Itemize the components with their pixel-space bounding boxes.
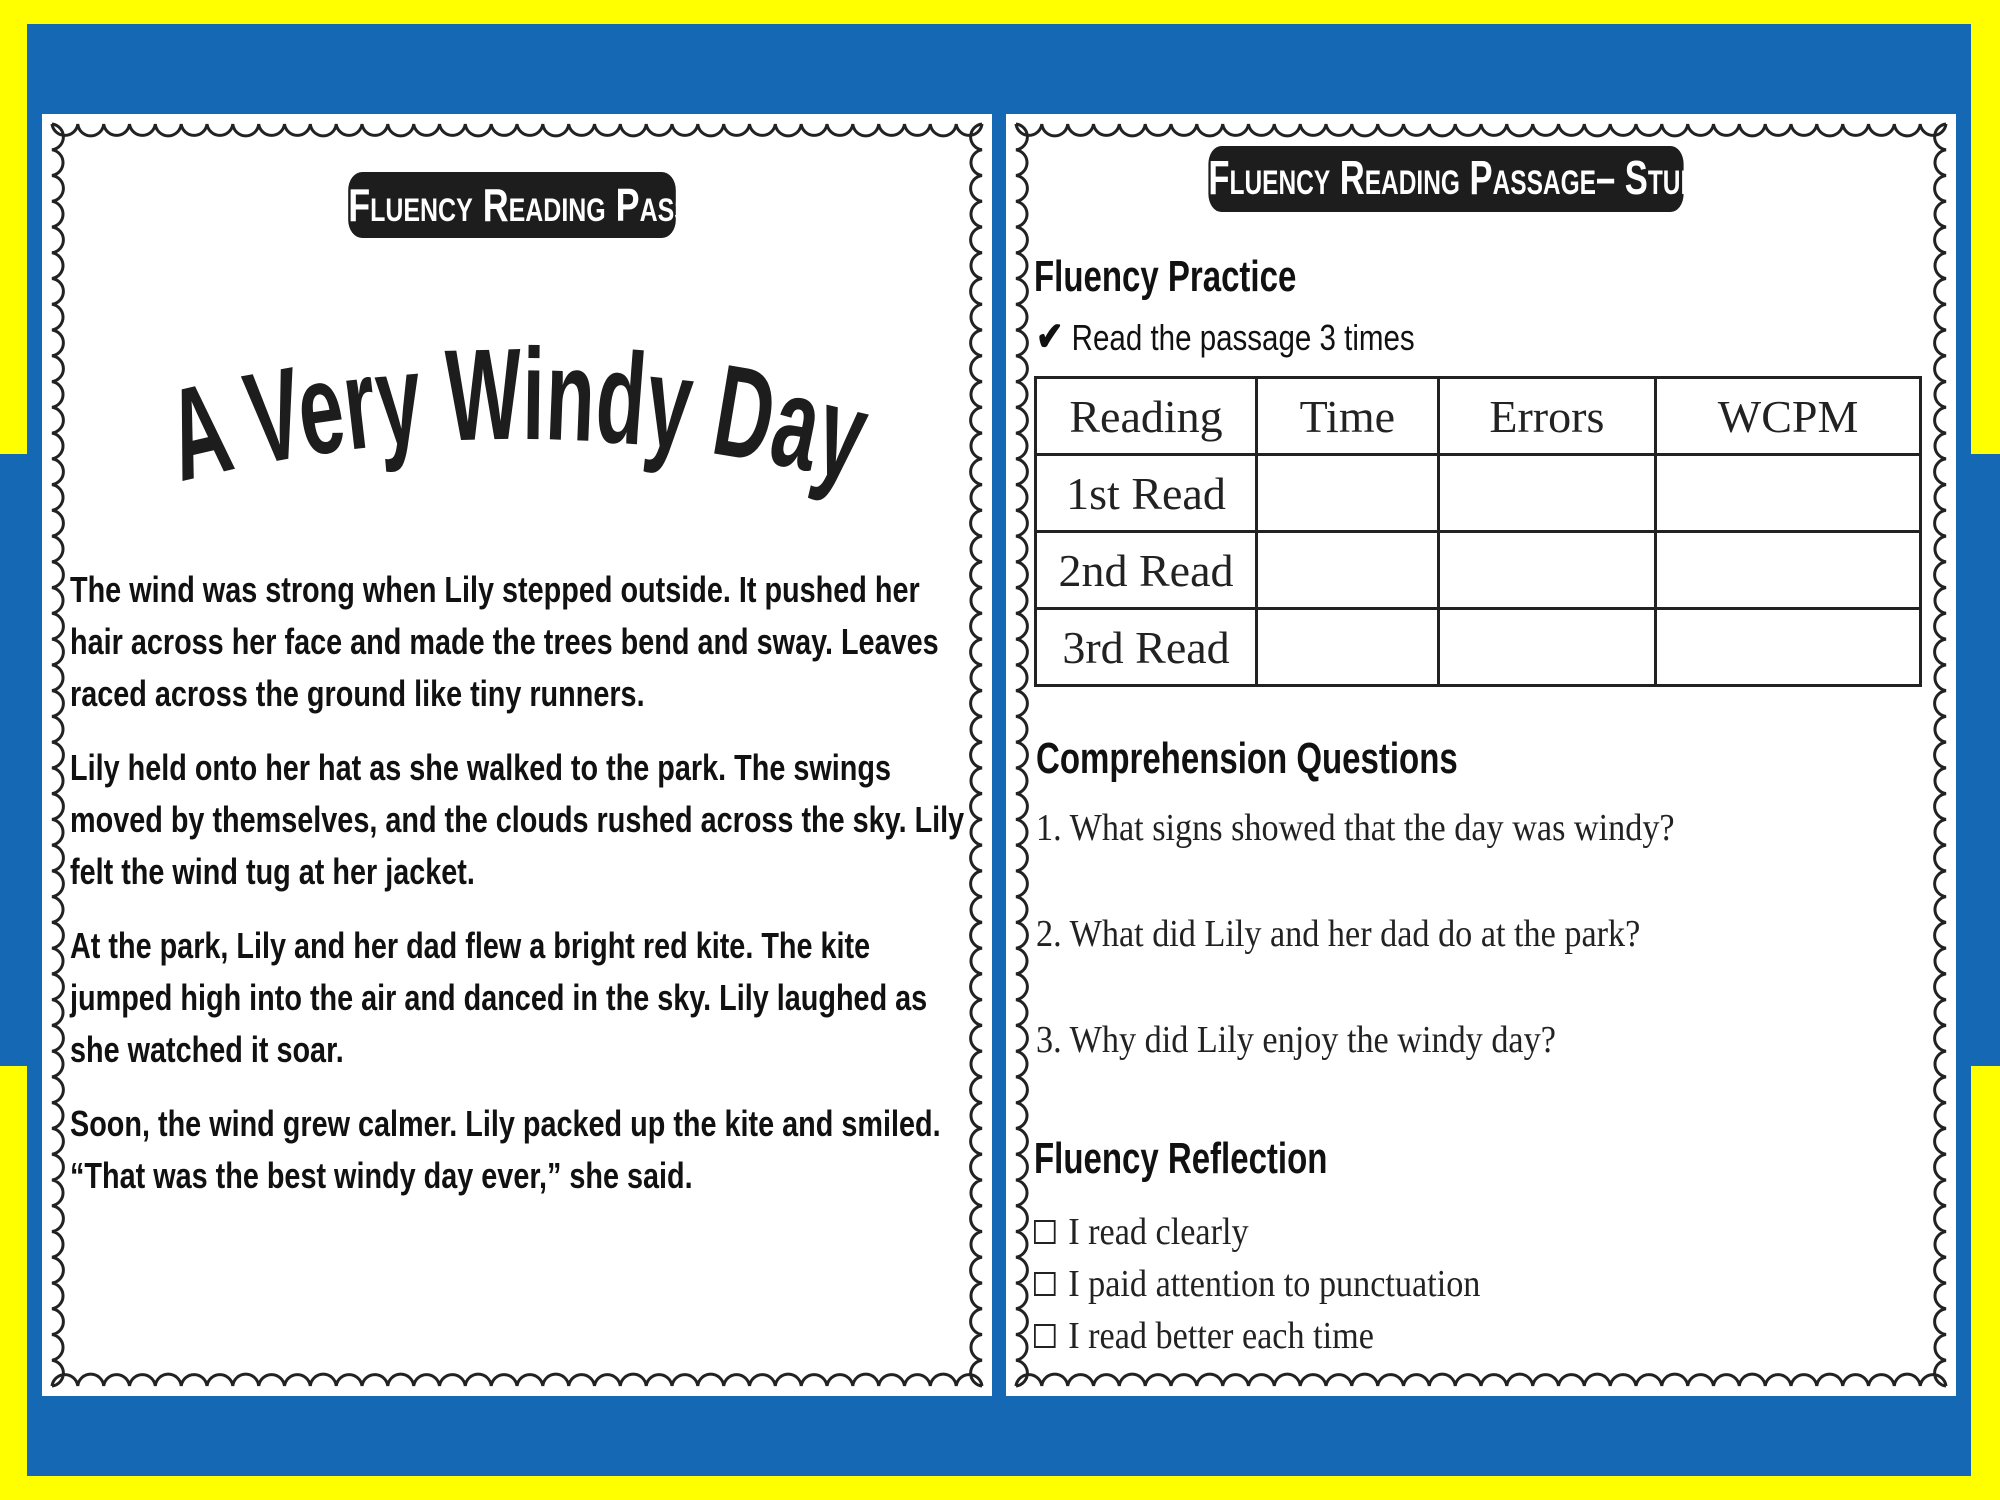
- passage-text: [70, 564, 966, 1224]
- row-label-2nd: 2nd Read: [1036, 532, 1257, 609]
- reflection-text-1: I read clearly: [1068, 1211, 1249, 1253]
- header-errors: Errors: [1438, 378, 1656, 455]
- student-page-header: Fluency Reading Passage– Student Page: [1208, 146, 1683, 212]
- time-cell[interactable]: [1257, 609, 1439, 686]
- reflection-heading: Fluency Reflection: [1034, 1134, 1328, 1183]
- table-row: [1036, 532, 1921, 609]
- header-wcpm: WCPM: [1656, 378, 1921, 455]
- reflection-text-2: I paid attention to punctuation: [1068, 1263, 1481, 1305]
- story-title: [42, 294, 992, 514]
- table-row: [1036, 609, 1921, 686]
- passage-paragraph-1: The wind was strong when Lily stepped outside. It pushed her hair across her face and made the trees bend and sway. Leaves raced across the ground like tiny runners.: [70, 569, 939, 714]
- side-band-left: [0, 454, 30, 1066]
- row-label-3rd: 3rd Read: [1036, 609, 1257, 686]
- passage-page: [42, 114, 992, 1396]
- student-page: [1006, 114, 1956, 1396]
- reflection-text-3: I read better each time: [1068, 1315, 1374, 1357]
- reflection-item-2: [1034, 1262, 1480, 1306]
- side-band-right: [1970, 454, 2000, 1066]
- table-header-row: [1036, 378, 1921, 455]
- story-title-text: A Very Windy Day: [153, 319, 908, 514]
- passage-paragraph-3: At the park, Lily and her dad flew a bright red kite. The kite jumped high into the air and danced in the sky. Lily laughed as she watched it soar.: [70, 925, 928, 1070]
- errors-cell[interactable]: [1438, 532, 1656, 609]
- errors-cell[interactable]: [1438, 609, 1656, 686]
- checkbox-icon[interactable]: [1034, 1324, 1056, 1348]
- reflection-item-3: [1034, 1314, 1374, 1358]
- checkbox-icon[interactable]: [1034, 1272, 1056, 1296]
- fluency-table: [1034, 376, 1922, 687]
- header-reading: Reading: [1036, 378, 1257, 455]
- instruction-line: [1036, 314, 1415, 360]
- checkbox-icon[interactable]: [1034, 1220, 1056, 1244]
- wcpm-cell[interactable]: [1656, 455, 1921, 532]
- fluency-practice-heading: Fluency Practice: [1034, 252, 1297, 301]
- passage-paragraph-2: Lily held onto her hat as she walked to the park. The swings moved by themselves, and the clouds rushed across the sky. Lily felt the wind tug at her jacket.: [70, 747, 965, 892]
- row-label-1st: 1st Read: [1036, 455, 1257, 532]
- svg-text:A Very Windy Day: [153, 319, 908, 514]
- passage-header: Fluency Reading Passage: [348, 172, 676, 238]
- table-row: [1036, 455, 1921, 532]
- time-cell[interactable]: [1257, 532, 1439, 609]
- errors-cell[interactable]: [1438, 455, 1656, 532]
- question-1: 1. What signs showed that the day was windy?: [1036, 807, 1675, 849]
- wcpm-cell[interactable]: [1656, 532, 1921, 609]
- comprehension-heading: Comprehension Questions: [1036, 734, 1458, 783]
- header-time: Time: [1257, 378, 1439, 455]
- reflection-item-1: [1034, 1210, 1249, 1254]
- time-cell[interactable]: [1257, 455, 1439, 532]
- instruction-text: Read the passage 3 times: [1071, 317, 1415, 358]
- check-icon: ✔: [1036, 315, 1064, 359]
- wcpm-cell[interactable]: [1656, 609, 1921, 686]
- question-3: 3. Why did Lily enjoy the windy day?: [1036, 1019, 1556, 1061]
- question-2: 2. What did Lily and her dad do at the park?: [1036, 913, 1641, 955]
- passage-paragraph-4: Soon, the wind grew calmer. Lily packed up the kite and smiled. “That was the best windy day ever,” she said.: [70, 1103, 941, 1196]
